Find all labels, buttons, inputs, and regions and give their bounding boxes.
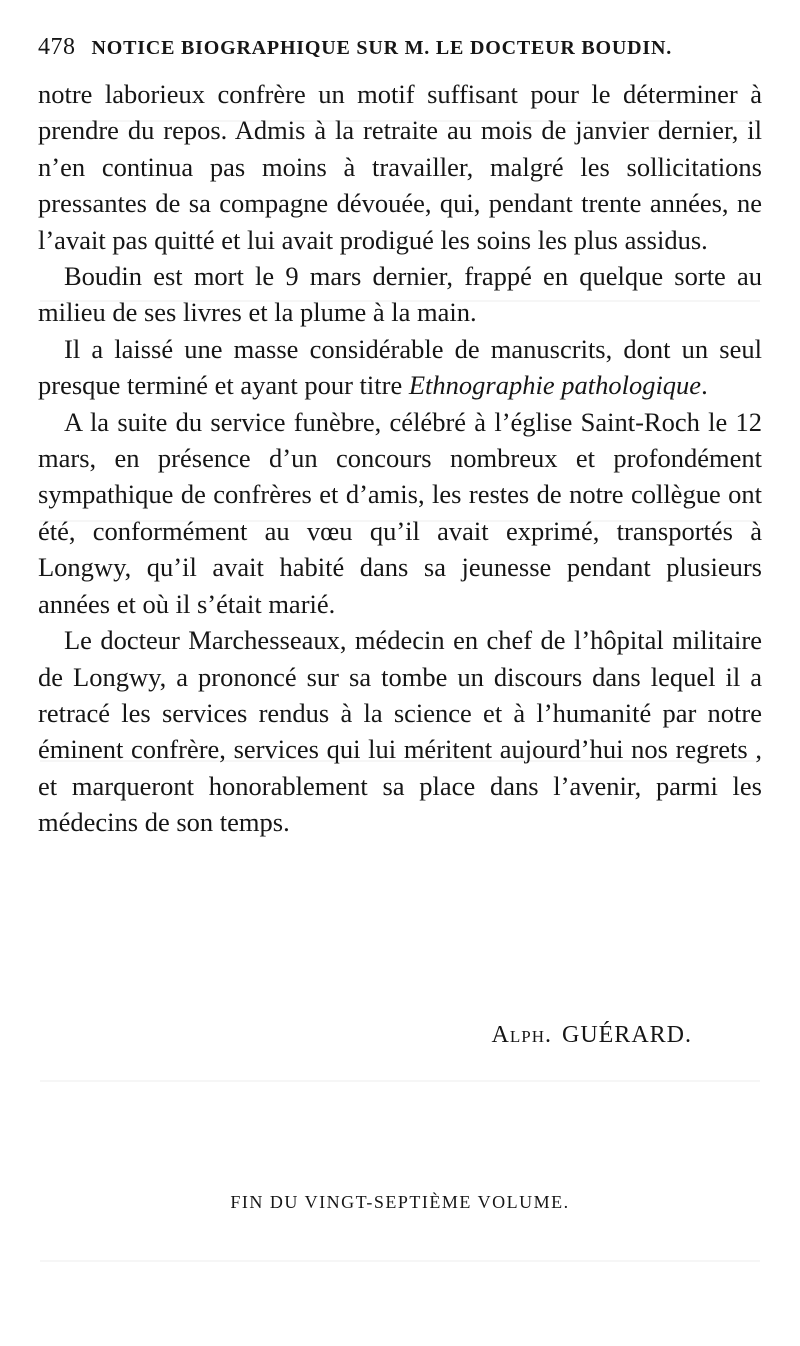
paragraph-eulogy: Le docteur Marchesseaux, médecin en chef de l’hôpital militaire de Longwy, a prononcé sur sa tombe un discours dans lequel il a retracé les services rendus à la science et à l’humanité par notre éminent confrère, services qui lui méritent aujourd’hui nos regrets , et marqueront honorablement sa place dans l’avenir, parmi les médecins de son temps. — [38, 625, 762, 838]
paragraph-manuscripts — [38, 331, 762, 404]
page-number: 478 — [38, 34, 76, 60]
body-text — [38, 76, 762, 841]
paragraph-death: Boudin est mort le 9 mars dernier, frappé en quelque sorte au milieu de ses livres et la plume à la main. — [38, 261, 762, 328]
author-surname: GUÉRARD. — [561, 1022, 692, 1048]
author-signature — [492, 1022, 692, 1049]
manuscripts-end: . — [701, 370, 708, 401]
manuscripts-text: Il a laissé une masse considérable de manuscrits, dont un seul presque terminé et ayant pour titre — [38, 333, 762, 401]
bleed-through-line — [40, 1260, 760, 1262]
volume-end-note: FIN DU VINGT-SEPTIÈME VOLUME. — [230, 1192, 570, 1212]
paragraph-continuation: notre laborieux confrère un motif suffisant pour le déterminer à prendre du repos. Admis à la retraite au mois de janvier dernier, il n’en continua pas moins à travailler, malgré les sollicitations pressantes de sa compagne dévouée, qui, pendant trente années, ne l’avait pas quitté et lui avait prodigué les soins les plus assidus. — [38, 79, 762, 255]
paragraph-funeral: A la suite du service funèbre, célébré à l’église Saint-Roch le 12 mars, en présence d’un concours nombreux et profondément sympathique de confrères et d’amis, les restes de notre collègue ont été, conformément au vœu qu’il avait exprimé, transportés à Longwy, qu’il avait habité dans sa jeunesse pendant plusieurs années et où il s’était marié. — [38, 406, 762, 619]
author-initial: Alph. — [491, 1022, 552, 1048]
manuscript-title: Ethnographie pathologique — [408, 370, 702, 401]
running-header — [38, 34, 762, 61]
running-title: NOTICE BIOGRAPHIQUE SUR M. LE DOCTEUR BOUDIN. — [91, 37, 673, 59]
bleed-through-line — [40, 1080, 760, 1082]
